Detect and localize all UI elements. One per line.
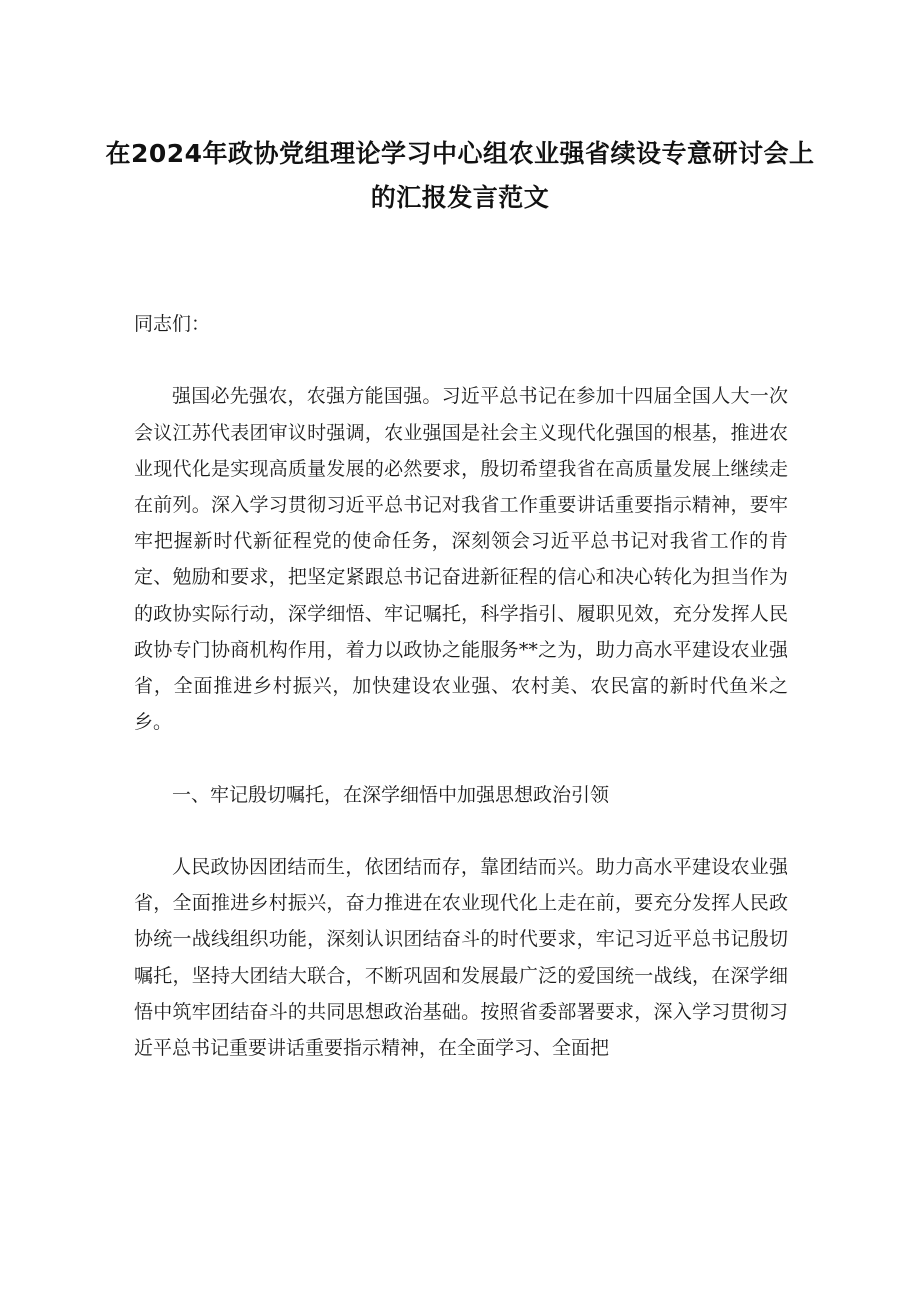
- title-line-2: 的汇报发言范文: [370, 183, 550, 212]
- paragraph-1: 强国必先强农，农强方能国强。习近平总书记在参加十四届全国人大一次会议江苏代表团审议时强调，农业强国是社会主义现代化强国的根基，推进农业现代化是实现高质量发展的必然要求，殷切希望我省在高质量发展上继续走在前列。深入学习贯彻习近平总书记对我省工作重要讲话重要指示精神，要牢牢把握新时代新征程党的使命任务，深刻领会习近平总书记对我省工作的肯定、勉励和要求，把坚定紧跟总书记奋进新征程的信心和决心转化为担当作为的政协实际行动，深学细悟、牢记嘱托，科学指引、履职见效，充分发挥人民政协专门协商机构作用，着力以政协之能服务**之为，助力高水平建设农业强省，全面推进乡村振兴，加快建设农业强、农村美、农民富的新时代鱼米之乡。: [134, 385, 788, 734]
- section-heading-1: 一、牢记殷切嘱托，在深学细悟中加强思想政治引领: [172, 783, 610, 806]
- document-title: [100, 132, 820, 220]
- greeting: 同志们：: [134, 313, 211, 335]
- title-line-1: 在2024年政协党组理论学习中心组农业强省续设专意研讨会上: [105, 139, 815, 168]
- document-body: [134, 306, 788, 1102]
- paragraph-2: 人民政协因团结而生，依团结而存，靠团结而兴。助力高水平建设农业强省，全面推进乡村振兴，奋力推进在农业现代化上走在前，要充分发挥人民政协统一战线组织功能，深刻认识团结奋斗的时代要求，牢记习近平总书记殷切嘱托，坚持大团结大联合，不断巩固和发展最广泛的爱国统一战线，在深学细悟中筑牢团结奋斗的共同思想政治基础。按照省委部署要求，深入学习贯彻习近平总书记重要讲话重要指示精神，在全面学习、全面把: [134, 856, 788, 1060]
